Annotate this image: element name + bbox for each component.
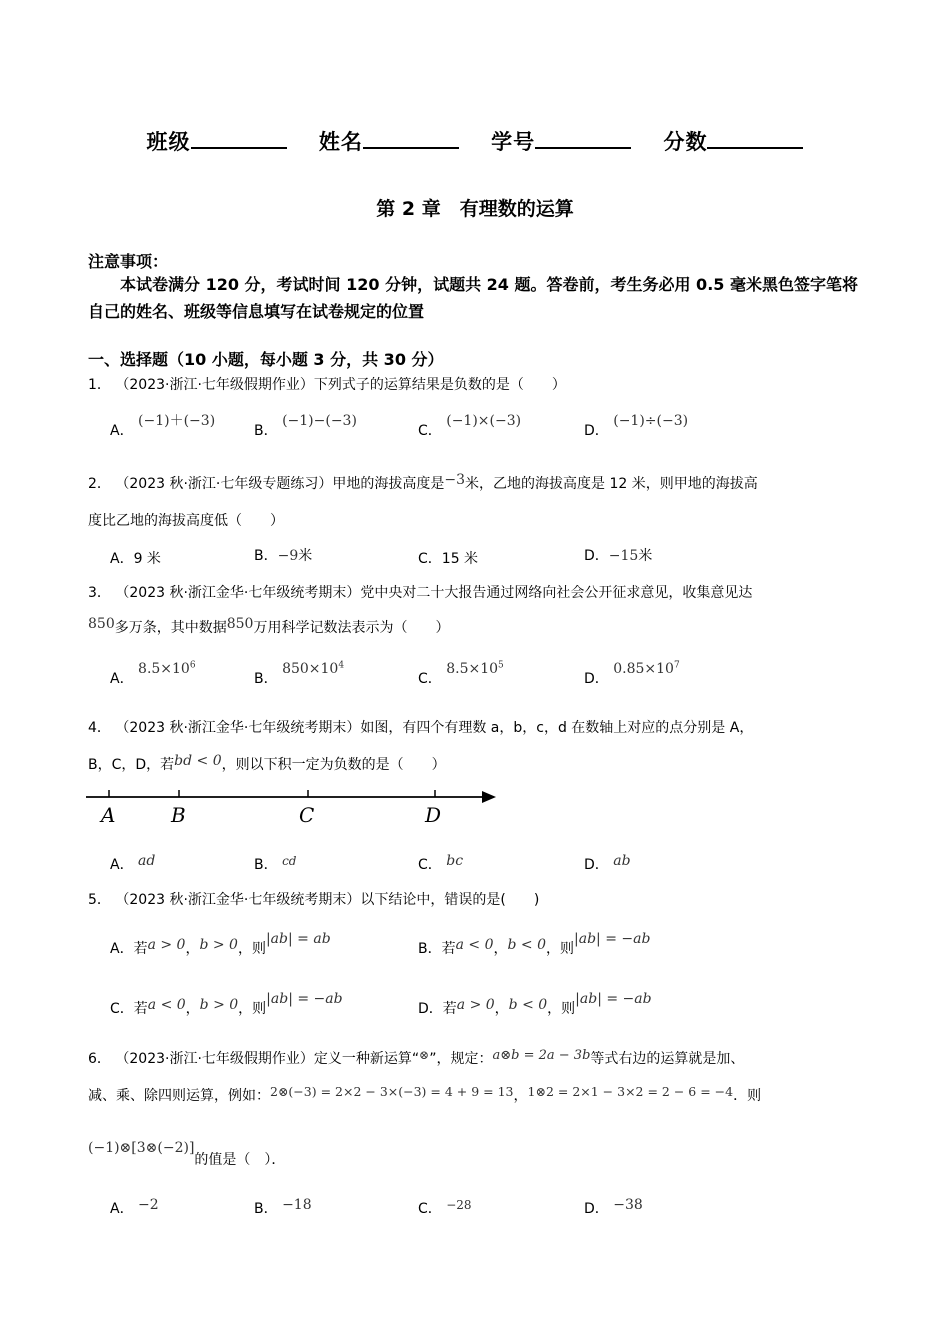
q5-option-c[interactable]: C．若a < 0，b > 0，则|ab| = −ab [110, 991, 343, 1017]
student-id-field[interactable]: 学号 [491, 126, 631, 156]
q1-option-c[interactable]: C． (−1)×(−3) [418, 413, 522, 439]
q5-option-b[interactable]: B．若a < 0，b < 0，则|ab| = −ab [418, 931, 651, 957]
q3-option-d[interactable]: D． $0.85\times 10^7$ [584, 660, 680, 687]
section-heading: 一、选择题（10 小题，每小题 3 分，共 30 分） [88, 350, 444, 369]
q6-option-c[interactable]: C． −28 [418, 1198, 472, 1217]
q6-option-b[interactable]: B． −18 [254, 1197, 312, 1217]
q6-option-a[interactable]: A． −2 [110, 1197, 159, 1217]
q3-option-a[interactable]: A． $8.5\times 10^6$ [110, 660, 196, 687]
q4-option-d[interactable]: D． ab [584, 853, 631, 873]
label-a: A [101, 803, 116, 826]
q2-option-c[interactable]: C．15 米 [418, 551, 479, 567]
q4-option-b[interactable]: B． cd [254, 854, 297, 873]
question-1-stem: 1． （2023·浙江·七年级假期作业）下列式子的运算结果是负数的是（ ） [88, 377, 566, 393]
q4-option-c[interactable]: C． bc [418, 853, 464, 873]
question-3-stem-line1: 3． （2023 秋·浙江金华·七年级统考期末）党中央对二十大报告通过网络向社会公开征求意见，收集意见达 [88, 585, 753, 601]
score-blank[interactable] [707, 127, 803, 149]
label-c: C [299, 803, 315, 826]
notice-heading: 注意事项： [88, 252, 169, 271]
q1-option-d[interactable]: D． (−1)÷(−3) [584, 413, 689, 439]
question-2-stem-line1: 2． （2023 秋·浙江·七年级专题练习）甲地的海拔高度是−3米，乙地的海拔高度是 12 米，则甲地的海拔高 [88, 472, 758, 492]
question-3-stem-line2: 850多万条，其中数据850万用科学记数法表示为（ ） [88, 616, 450, 636]
q5-option-a[interactable]: A．若a > 0，b > 0，则|ab| = ab [110, 931, 331, 957]
question-6-stem-line2: 减、乘、除四则运算，例如：2⊗(−3) = 2×2 − 3×(−3) = 4 + 9 = 13，1⊗2 = 2×1 − 3×2 = 2 − 6 = −4．则 [88, 1084, 762, 1104]
q3-option-b[interactable]: B． $850\times 10^4$ [254, 660, 345, 687]
q3-option-c[interactable]: C． $8.5\times 10^5$ [418, 660, 504, 687]
q1-option-a[interactable]: A． (−1)＋(−3) [110, 413, 216, 439]
number-line [86, 786, 506, 826]
q4-option-a[interactable]: A． ad [110, 853, 156, 873]
q5-option-d[interactable]: D．若a > 0，b < 0，则|ab| = −ab [418, 991, 652, 1017]
label-b: B [171, 803, 186, 826]
class-blank[interactable] [191, 127, 287, 149]
q2-option-a[interactable]: A．9 米 [110, 551, 161, 567]
question-6-stem-line1: 6． （2023·浙江·七年级假期作业）定义一种新运算“⊗”，规定：a⊗b = 2a − 3b等式右边的运算就是加、 [88, 1048, 745, 1067]
student-info-header [0, 126, 950, 156]
number-line-arrow [482, 791, 496, 803]
question-4-stem-line2: B，C，D，若bd < 0，则以下积一定为负数的是（ ） [88, 753, 446, 773]
question-5-stem: 5． （2023 秋·浙江金华·七年级统考期末）以下结论中，错误的是( ) [88, 892, 540, 908]
name-blank[interactable] [363, 127, 459, 149]
q2-option-b[interactable]: B．−9米 [254, 548, 313, 564]
question-2-stem-line2: 度比乙地的海拔高度低（ ） [88, 513, 284, 529]
score-field[interactable]: 分数 [663, 126, 803, 156]
class-field[interactable]: 班级 [147, 126, 287, 156]
question-6-stem-line3: (−1)⊗[3⊗(−2)]的值是（ ）． [88, 1140, 286, 1168]
notice-body: 本试卷满分 120 分，考试时间 120 分钟，试题共 24 题。答卷前，考生务必用 0.5 毫米黑色签字笔将自己的姓名、班级等信息填写在试卷规定的位置 [88, 275, 858, 321]
label-d: D [425, 803, 442, 826]
page-title: 第 2 章 有理数的运算 [376, 198, 574, 220]
student-id-blank[interactable] [535, 127, 631, 149]
name-field[interactable]: 姓名 [319, 126, 459, 156]
q2-option-d[interactable]: D．−15米 [584, 548, 653, 564]
question-4-stem-line1: 4． （2023 秋·浙江金华·七年级统考期末）如图，有四个有理数 a，b，c，d 在数轴上对应的点分别是 A， [88, 720, 754, 736]
q1-option-b[interactable]: B． (−1)−(−3) [254, 413, 357, 439]
q6-option-d[interactable]: D． −38 [584, 1197, 643, 1217]
